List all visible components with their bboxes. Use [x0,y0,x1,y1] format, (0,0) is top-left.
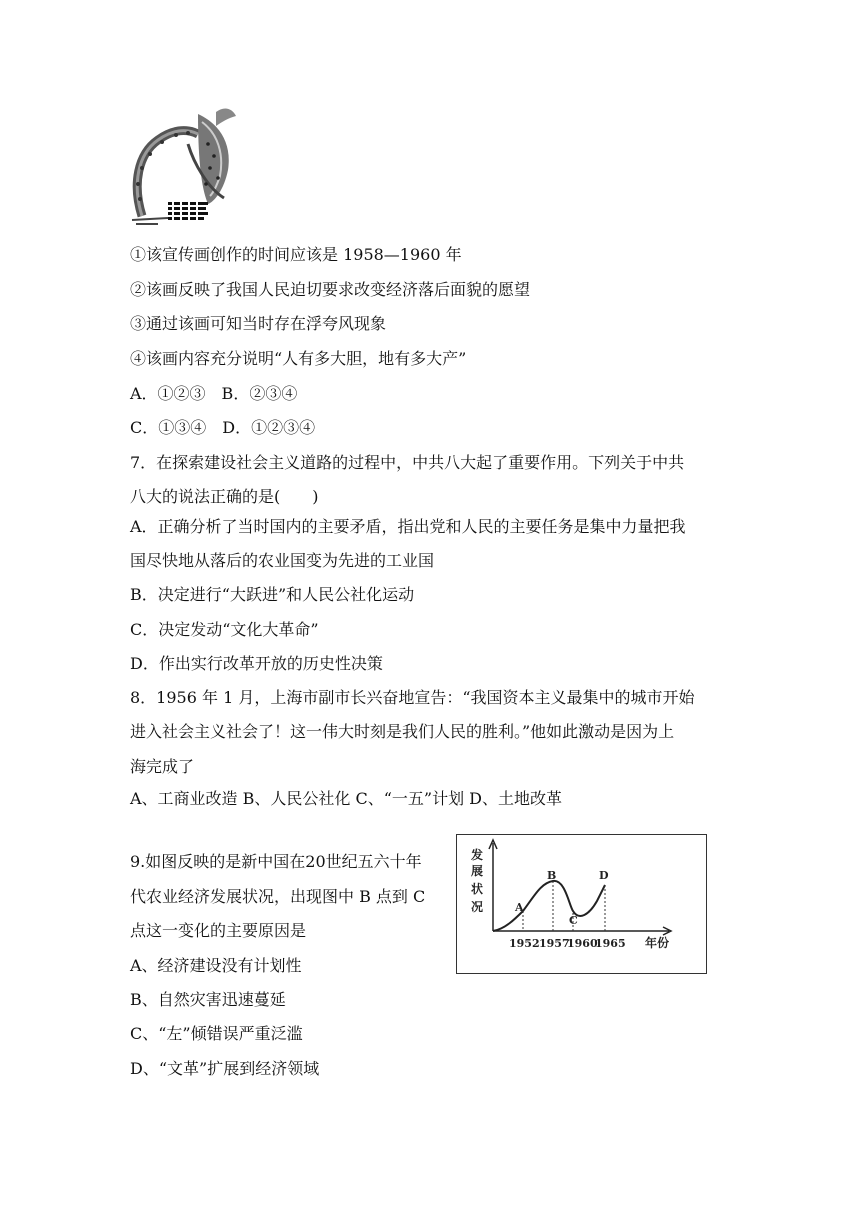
chart-point-label-a: A [515,901,524,914]
q7-stem-line-2: 八大的说法正确的是( ) [130,487,319,506]
q8-stem-line-1: 8．1956 年 1 月，上海市副市长兴奋地宣告：“我国资本主义最集中的城市开始 [130,688,695,707]
chart-svg [457,835,705,972]
chart-tick-1957: 1957 [539,937,570,950]
q9-option-a: A、经济建设没有计划性 [130,956,302,975]
q6-statement-2: ②该画反映了我国人民迫切要求改变经济落后面貌的愿望 [130,280,531,299]
chart-tick-1960: 1960 [567,937,598,950]
chart-point-label-b: B [547,869,557,882]
q9-option-b: B、自然灾害迅速蔓延 [130,990,286,1009]
q9-option-d: D、“文革”扩展到经济领域 [130,1059,320,1078]
q7-option-d: D．作出实行改革开放的历史性决策 [130,654,383,673]
chart-tick-1952: 1952 [509,937,540,950]
q7-stem-line-1: 7．在探索建设社会主义道路的过程中，中共八大起了重要作用。下列关于中共 [130,453,685,472]
chart-point-label-d: D [599,869,609,882]
chart-ylabel-char-3: 状 [471,882,484,896]
q8-stem-line-3: 海完成了 [130,757,195,776]
q6-statement-4: ④该画内容充分说明“人有多大胆，地有多大产” [130,349,467,368]
q7-option-c: C．决定发动“文化大革命” [130,620,319,639]
propaganda-poster-illustration [128,104,240,228]
chart-series-line [493,881,605,931]
q6-options-line-1: A．①②③ B．②③④ [130,384,298,403]
chart-ylabel-char-1: 发 [471,848,484,862]
q7-option-a-line-1: A．正确分析了当时国内的主要矛盾，指出党和人民的主要任务是集中力量把我 [130,517,686,536]
q8-stem-line-2: 进入社会主义社会了！这一伟大时刻是我们人民的胜利。”他如此激动是因为上 [130,722,675,741]
chart-ylabel-char-4: 况 [471,900,484,914]
q6-statement-3: ③通过该画可知当时存在浮夸风现象 [130,314,387,333]
q7-option-b: B．决定进行“大跃进”和人民公社化运动 [130,585,415,604]
q9-stem-line-3: 点这一变化的主要原因是 [130,921,307,940]
q8-options: A、工商业改造 B、人民公社化 C、“一五”计划 D、土地改革 [130,789,563,808]
chart-point-label-c: C [569,914,578,927]
q7-option-a-line-2: 国尽快地从落后的农业国变为先进的工业国 [130,551,435,570]
q9-stem-line-2: 代农业经济发展状况，出现图中 B 点到 C [130,887,426,906]
q6-statement-1: ①该宣传画创作的时间应该是 1958—1960 年 [130,245,462,264]
q9-stem-line-1: 9.如图反映的是新中国在20世纪五六十年 [130,852,422,871]
agriculture-development-chart [456,834,707,974]
chart-xlabel: 年份 [645,936,670,950]
chart-ylabel-char-2: 展 [471,864,484,878]
q9-option-c: C、“左”倾错误严重泛滥 [130,1024,303,1043]
chart-tick-1965: 1965 [595,937,626,950]
q6-options-line-2: C．①③④ D．①②③④ [130,418,316,437]
